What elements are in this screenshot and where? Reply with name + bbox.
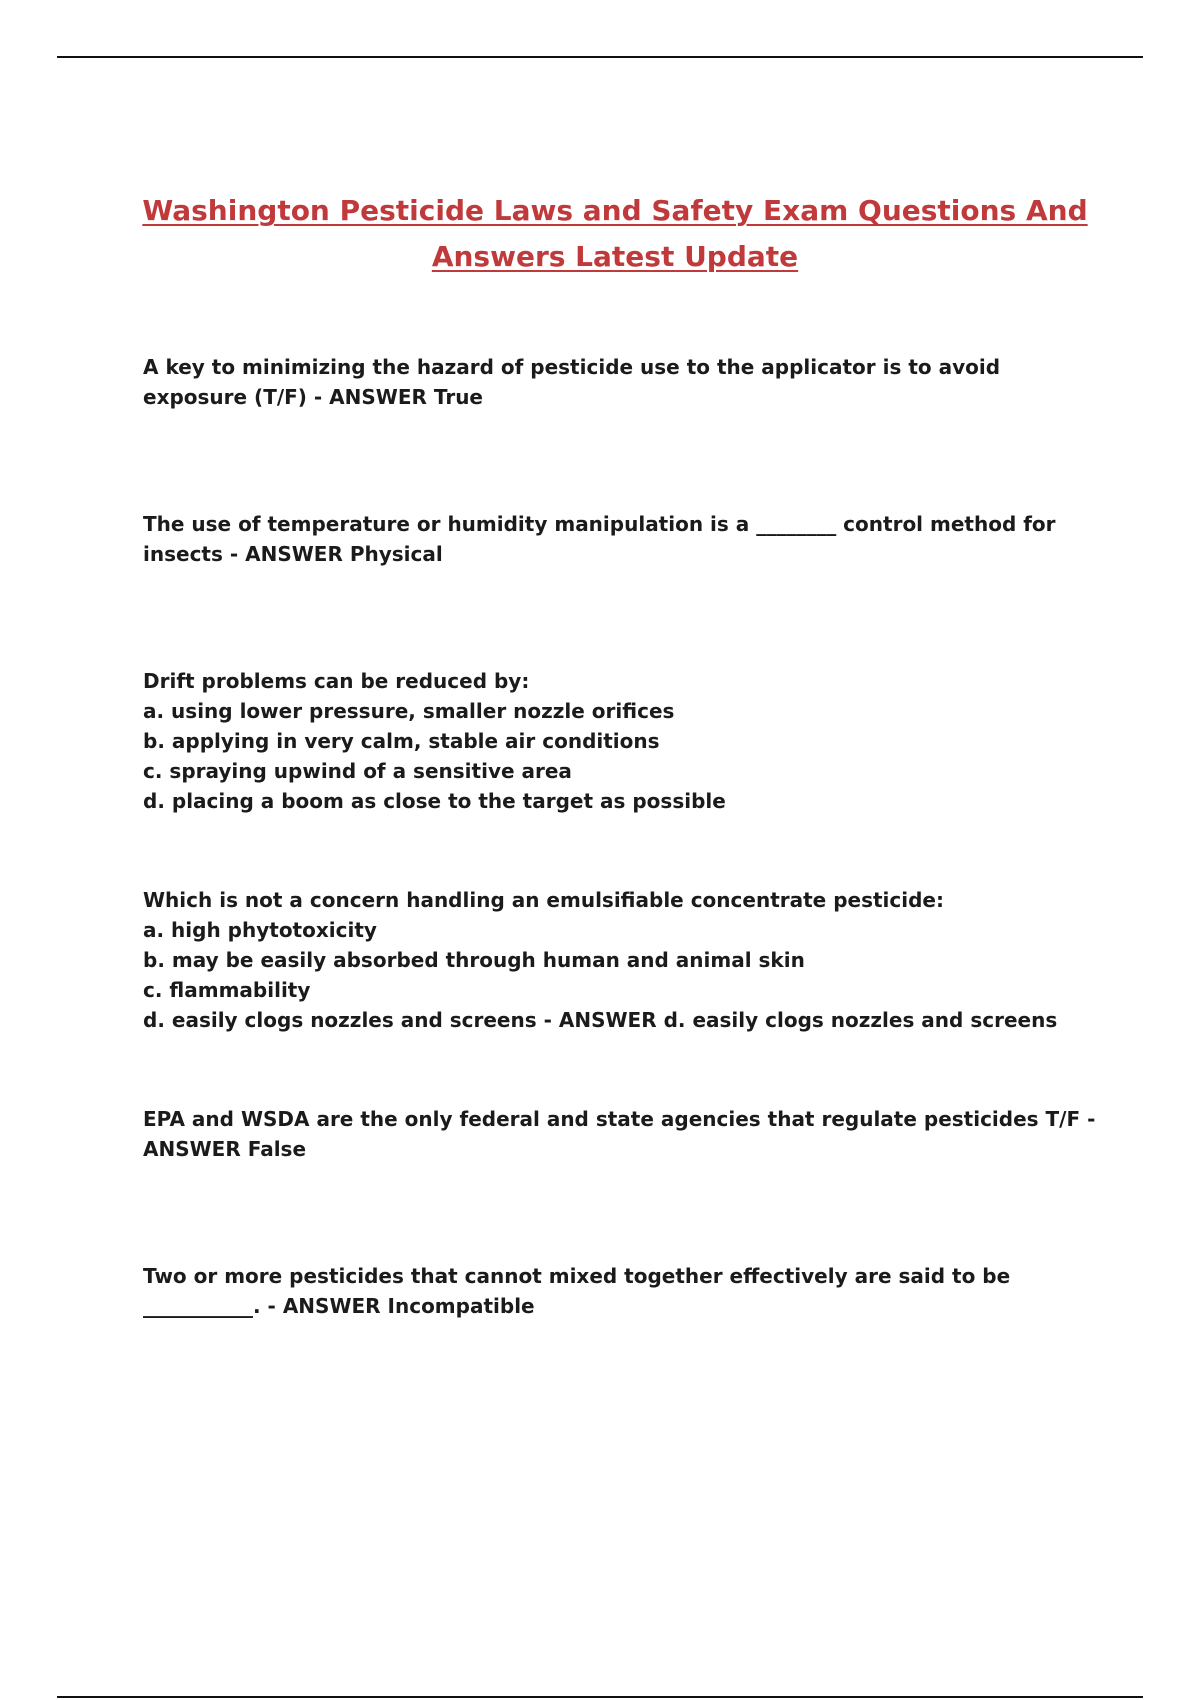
spacer [143, 569, 1103, 666]
qa-option: b. may be easily absorbed through human and animal skin [143, 948, 805, 972]
qa-option: c. flammability [143, 978, 311, 1002]
spacer [143, 1164, 1103, 1261]
qa-question: Which is not a concern handling an emulsifiable concentrate pesticide: [143, 888, 944, 912]
qa-item [143, 509, 1103, 569]
document-body [143, 352, 1103, 1321]
qa-text: A key to minimizing the hazard of pesticide use to the applicator is to avoid exposure (T/F) - ANSWER True [143, 355, 1001, 409]
title-line-2: Answers Latest Update [431, 240, 799, 273]
qa-option: a. using lower pressure, smaller nozzle orifices [143, 699, 675, 723]
qa-item [143, 1261, 1103, 1321]
qa-question: Drift problems can be reduced by: [143, 669, 530, 693]
qa-text: The use of temperature or humidity manipulation is a ________ control method for insects - ANSWER Physical [143, 512, 1056, 566]
qa-item [143, 1104, 1103, 1164]
qa-option: d. placing a boom as close to the target as possible [143, 789, 726, 813]
qa-item [143, 352, 1103, 412]
footer-rule [57, 1696, 1143, 1698]
qa-item [143, 666, 1103, 816]
qa-option: c. spraying upwind of a sensitive area [143, 759, 572, 783]
qa-text: EPA and WSDA are the only federal and state agencies that regulate pesticides T/F - ANSWER False [143, 1107, 1096, 1161]
qa-option: b. applying in very calm, stable air conditions [143, 729, 660, 753]
title-line-1: Washington Pesticide Laws and Safety Exam Questions And [142, 194, 1088, 227]
header-rule [57, 56, 1143, 58]
qa-option: a. high phytotoxicity [143, 918, 377, 942]
qa-option: d. easily clogs nozzles and screens - ANSWER d. easily clogs nozzles and screens [143, 1008, 1058, 1032]
document-title [140, 188, 1090, 280]
spacer [143, 412, 1103, 509]
spacer [143, 1035, 1103, 1104]
spacer [143, 816, 1103, 885]
qa-text: Two or more pesticides that cannot mixed together effectively are said to be ___________. - ANSWER Incompatible [143, 1264, 1011, 1318]
qa-item [143, 885, 1103, 1035]
